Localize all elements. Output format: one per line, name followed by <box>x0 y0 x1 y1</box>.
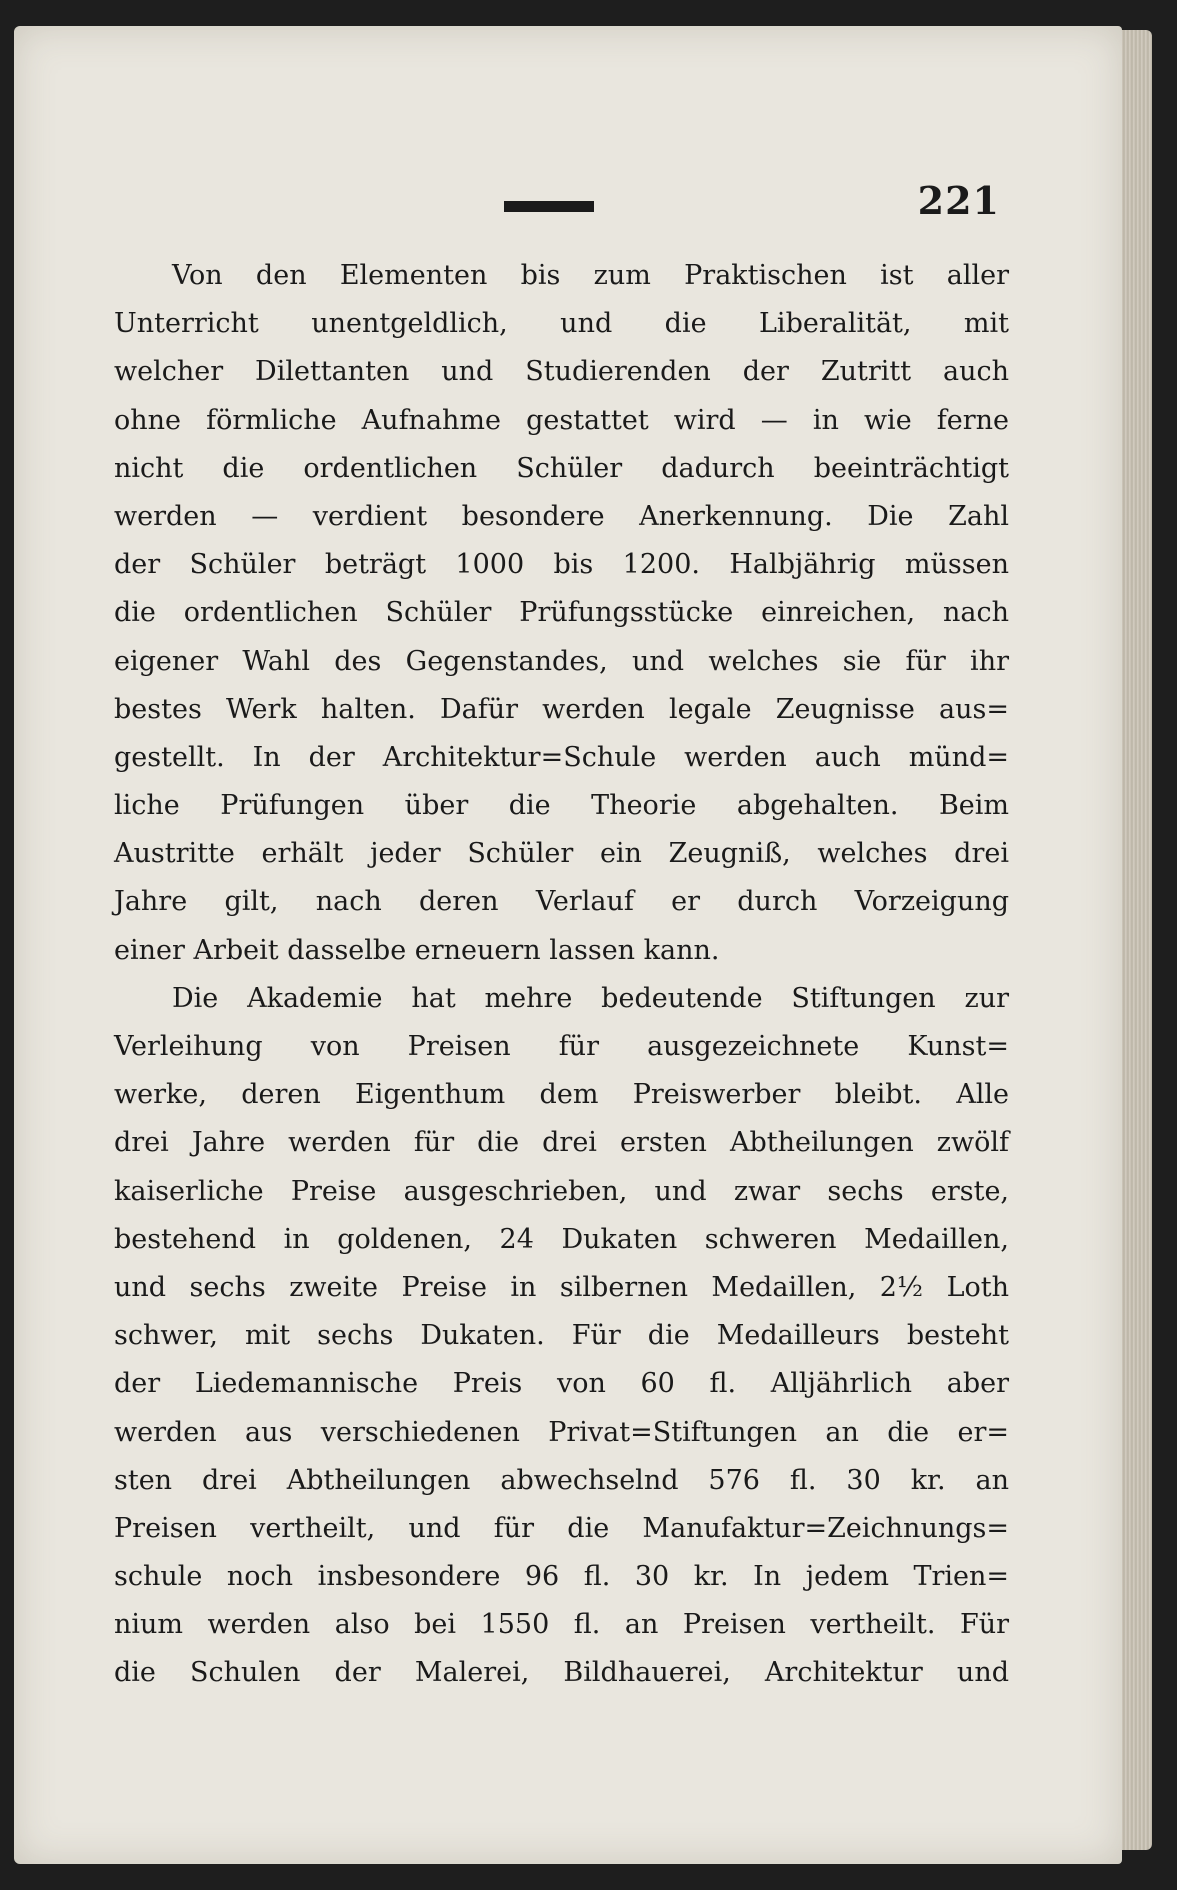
page-edge <box>1122 30 1152 1850</box>
header-rule <box>504 201 594 212</box>
text-line: und sechs zweite Preise in silbernen Medaillen, 2½ Loth <box>114 1271 1009 1303</box>
text-line: die Schulen der Malerei, Bildhauerei, Architektur und <box>114 1657 1009 1689</box>
text-line: Austritte erhält jeder Schüler ein Zeugniß, welches drei <box>114 838 1009 870</box>
text-line: Unterricht unentgeldlich, und die Liberalität, mit <box>114 308 1009 340</box>
text-line: gestellt. In der Architektur=Schule werden auch münd= <box>114 741 1009 773</box>
text-line: nium werden also bei 1550 fl. an Preisen vertheilt. Für <box>114 1609 1009 1641</box>
text-line: Jahre gilt, nach deren Verlauf er durch Vorzeigung <box>114 886 1009 918</box>
text-line: bestehend in goldenen, 24 Dukaten schweren Medaillen, <box>114 1223 1009 1255</box>
text-line: liche Prüfungen über die Theorie abgehalten. Beim <box>114 790 1009 822</box>
page-header <box>14 176 1122 226</box>
text-line: nicht die ordentlichen Schüler dadurch beeinträchtigt <box>114 452 1009 484</box>
text-line: der Schüler beträgt 1000 bis 1200. Halbjährig müssen <box>114 549 1009 581</box>
text-line: Preisen vertheilt, und für die Manufaktur=Zeichnungs= <box>114 1512 1009 1544</box>
text-line: einer Arbeit dasselbe erneuern lassen kann. <box>114 934 720 966</box>
text-line: werden — verdient besondere Anerkennung. Die Zahl <box>114 500 1009 532</box>
text-line: werke, deren Eigenthum dem Preiswerber bleibt. Alle <box>114 1079 1009 1111</box>
text-line: bestes Werk halten. Dafür werden legale Zeugnisse aus= <box>114 693 1009 725</box>
text-line: schule noch insbesondere 96 fl. 30 kr. In jedem Trien= <box>114 1561 1009 1593</box>
body-text <box>114 252 1009 1698</box>
text-line: Von den Elementen bis zum Praktischen ist aller <box>172 260 1009 291</box>
text-line: die ordentlichen Schüler Prüfungsstücke einreichen, nach <box>114 597 1009 629</box>
text-line: sten drei Abtheilungen abwechselnd 576 fl. 30 kr. an <box>114 1464 1009 1496</box>
text-line: welcher Dilettanten und Studierenden der Zutritt auch <box>114 356 1009 388</box>
text-line: der Liedemannische Preis von 60 fl. Alljährlich aber <box>114 1368 1009 1400</box>
text-line: drei Jahre werden für die drei ersten Abtheilungen zwölf <box>114 1127 1009 1159</box>
book-page <box>14 26 1122 1864</box>
text-line: kaiserliche Preise ausgeschrieben, und zwar sechs erste, <box>114 1175 1009 1207</box>
text-line: schwer, mit sechs Dukaten. Für die Medailleurs besteht <box>114 1320 1009 1352</box>
page-number: 221 <box>917 178 1000 223</box>
text-line: eigener Wahl des Gegenstandes, und welches sie für ihr <box>114 645 1009 677</box>
text-line: Verleihung von Preisen für ausgezeichnete Kunst= <box>114 1031 1009 1062</box>
text-line: Die Akademie hat mehre bedeutende Stiftungen zur <box>172 982 1009 1014</box>
text-line: werden aus verschiedenen Privat=Stiftungen an die er= <box>114 1416 1009 1448</box>
text-line: ohne förmliche Aufnahme gestattet wird — in wie ferne <box>114 404 1009 436</box>
